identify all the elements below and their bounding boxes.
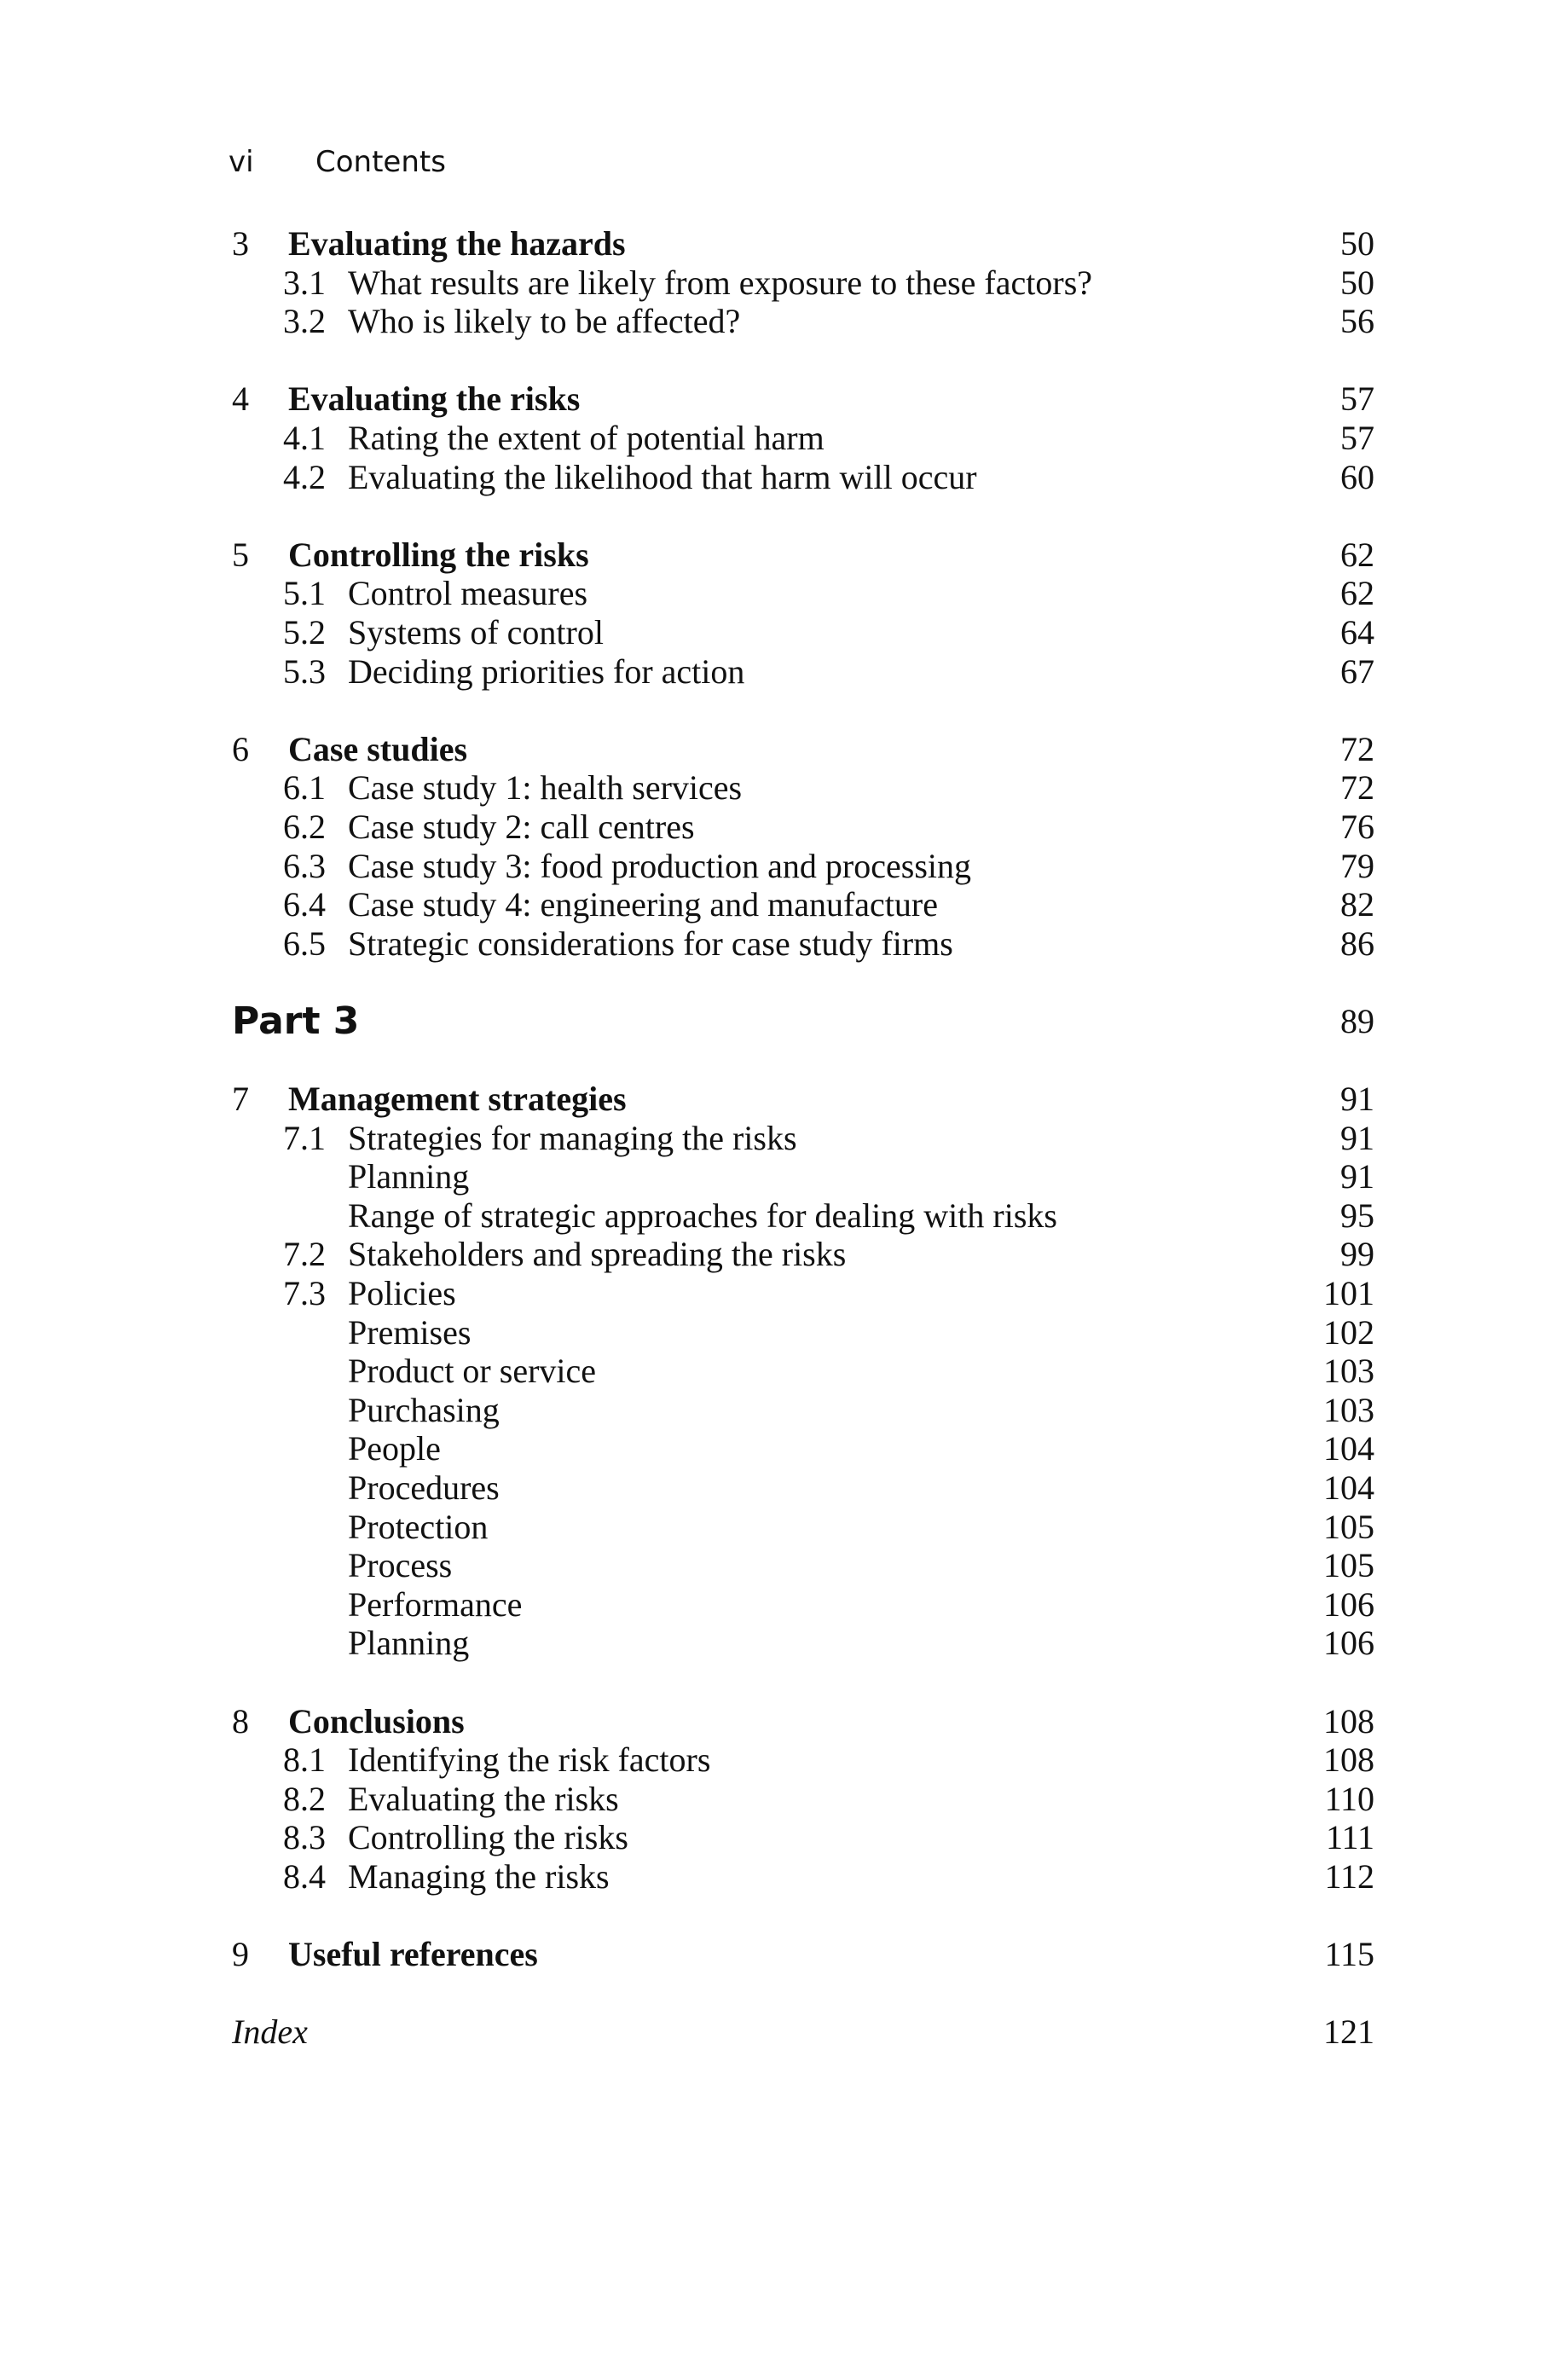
page-number: 91 bbox=[1340, 1118, 1374, 1157]
chapter-number: 3 bbox=[232, 224, 249, 263]
toc-entry-sub2[interactable] bbox=[232, 1196, 1374, 1236]
page-number: 50 bbox=[1340, 263, 1374, 302]
toc-entry-section[interactable] bbox=[232, 1119, 1374, 1158]
toc-entry-section[interactable] bbox=[232, 1857, 1374, 1897]
entry-title: Management strategies bbox=[288, 1080, 627, 1119]
entry-title: Identifying the risk factors bbox=[348, 1740, 711, 1780]
page-number: 106 bbox=[1323, 1584, 1374, 1624]
section-number: 4.2 bbox=[283, 457, 326, 496]
page-number: 50 bbox=[1340, 224, 1374, 263]
section-number: 6.4 bbox=[283, 885, 326, 924]
entry-title: Who is likely to be affected? bbox=[348, 302, 741, 341]
page-number: 103 bbox=[1323, 1352, 1374, 1391]
entry-title: Conclusions bbox=[288, 1701, 465, 1740]
page-number: 57 bbox=[1340, 379, 1374, 419]
page-number: 86 bbox=[1340, 924, 1374, 963]
entry-title: What results are likely from exposure to these factors? bbox=[348, 263, 1093, 302]
entry-title: Evaluating the risks bbox=[288, 379, 581, 419]
section-number: 7.1 bbox=[283, 1118, 326, 1157]
page-number: 99 bbox=[1340, 1235, 1374, 1274]
entry-title: Control measures bbox=[348, 574, 588, 613]
page-folio: vi bbox=[229, 145, 254, 179]
toc-entry-sub2[interactable] bbox=[232, 1624, 1374, 1663]
section-number: 5.1 bbox=[283, 574, 326, 613]
toc-entry-section[interactable] bbox=[232, 768, 1374, 808]
entry-title: Stakeholders and spreading the risks bbox=[348, 1235, 847, 1274]
page-number: 64 bbox=[1340, 612, 1374, 652]
toc-entry-section[interactable] bbox=[232, 652, 1374, 692]
toc-spacer bbox=[232, 1040, 1374, 1080]
entry-title: Premises bbox=[348, 1312, 472, 1352]
toc-entry-sub2[interactable] bbox=[232, 1313, 1374, 1352]
entry-title: Process bbox=[348, 1546, 453, 1585]
toc-spacer bbox=[232, 963, 1374, 1002]
entry-title: Case study 2: call centres bbox=[348, 807, 695, 846]
section-number: 6.1 bbox=[283, 768, 326, 808]
page-number: 105 bbox=[1323, 1507, 1374, 1546]
section-number: 8.1 bbox=[283, 1740, 326, 1780]
toc-entry-chapter[interactable] bbox=[232, 730, 1374, 769]
toc-entry-section[interactable] bbox=[232, 885, 1374, 924]
page-number: 91 bbox=[1340, 1080, 1374, 1119]
page-number: 121 bbox=[1323, 2012, 1374, 2052]
section-number: 8.2 bbox=[283, 1779, 326, 1818]
toc-entry-chapter[interactable] bbox=[232, 1702, 1374, 1741]
page-number: 108 bbox=[1323, 1740, 1374, 1780]
entry-title: Case study 3: food production and processing bbox=[348, 846, 971, 885]
page-number: 103 bbox=[1323, 1390, 1374, 1429]
entry-title: Policies bbox=[348, 1274, 456, 1313]
entry-title: Index bbox=[232, 2012, 308, 2052]
page-number: 105 bbox=[1323, 1546, 1374, 1585]
toc-entry-section[interactable] bbox=[232, 1780, 1374, 1819]
entry-title: People bbox=[348, 1429, 441, 1468]
section-number: 5.2 bbox=[283, 612, 326, 652]
toc-entry-sub2[interactable] bbox=[232, 1157, 1374, 1196]
page-number: 67 bbox=[1340, 652, 1374, 691]
chapter-number: 5 bbox=[232, 535, 249, 574]
toc-spacer bbox=[232, 1974, 1374, 2013]
toc-entry-sub2[interactable] bbox=[232, 1546, 1374, 1585]
toc-entry-section[interactable] bbox=[232, 808, 1374, 847]
page-number: 72 bbox=[1340, 768, 1374, 808]
entry-title: Case studies bbox=[288, 729, 468, 768]
page-number: 108 bbox=[1323, 1701, 1374, 1740]
toc-entry-section[interactable] bbox=[232, 458, 1374, 497]
entry-title: Controlling the risks bbox=[348, 1818, 628, 1857]
page-number: 106 bbox=[1323, 1624, 1374, 1663]
page-number: 62 bbox=[1340, 574, 1374, 613]
page-number: 91 bbox=[1340, 1157, 1374, 1196]
toc-entry-index[interactable] bbox=[232, 2012, 1374, 2052]
toc-spacer bbox=[232, 1897, 1374, 1936]
chapter-number: 8 bbox=[232, 1701, 249, 1740]
toc-spacer bbox=[232, 1663, 1374, 1702]
toc-entry-chapter[interactable] bbox=[232, 1935, 1374, 1974]
toc-entry-section[interactable] bbox=[232, 1740, 1374, 1780]
toc-entry-section[interactable] bbox=[232, 263, 1374, 303]
entry-title: Controlling the risks bbox=[288, 535, 589, 574]
section-number: 6.3 bbox=[283, 846, 326, 885]
toc-entry-sub2[interactable] bbox=[232, 1429, 1374, 1468]
entry-title: Case study 4: engineering and manufacture bbox=[348, 885, 938, 924]
entry-title: Performance bbox=[348, 1584, 523, 1624]
entry-title: Evaluating the likelihood that harm will occur bbox=[348, 457, 977, 496]
page-number: 79 bbox=[1340, 846, 1374, 885]
entry-title: Rating the extent of potential harm bbox=[348, 418, 825, 457]
toc-spacer bbox=[232, 496, 1374, 536]
toc-entry-chapter[interactable] bbox=[232, 224, 1374, 263]
chapter-number: 7 bbox=[232, 1080, 249, 1119]
entry-title: Useful references bbox=[288, 1935, 538, 1974]
running-title: Contents bbox=[315, 145, 446, 179]
page-number: 102 bbox=[1323, 1312, 1374, 1352]
toc-entry-sub2[interactable] bbox=[232, 1585, 1374, 1624]
page-number: 82 bbox=[1340, 885, 1374, 924]
section-number: 3.2 bbox=[283, 302, 326, 341]
page-number: 60 bbox=[1340, 457, 1374, 496]
toc-entry-part[interactable] bbox=[232, 999, 1374, 1043]
toc-entry-chapter[interactable] bbox=[232, 536, 1374, 575]
chapter-number: 4 bbox=[232, 379, 249, 419]
page-number: 104 bbox=[1323, 1468, 1374, 1507]
entry-title: Planning bbox=[348, 1157, 470, 1196]
chapter-number: 6 bbox=[232, 729, 249, 768]
toc-entry-section[interactable] bbox=[232, 302, 1374, 341]
entry-title: Evaluating the hazards bbox=[288, 224, 626, 263]
section-number: 8.3 bbox=[283, 1818, 326, 1857]
chapter-number: 9 bbox=[232, 1935, 249, 1974]
page-number: 95 bbox=[1340, 1196, 1374, 1235]
toc-entry-sub2[interactable] bbox=[232, 1468, 1374, 1508]
toc-entry-section[interactable] bbox=[232, 1235, 1374, 1274]
page-number: 76 bbox=[1340, 807, 1374, 846]
section-number: 6.5 bbox=[283, 924, 326, 963]
entry-title: Purchasing bbox=[348, 1390, 500, 1429]
entry-title: Strategies for managing the risks bbox=[348, 1118, 797, 1157]
toc-entry-section[interactable] bbox=[232, 419, 1374, 458]
toc-spacer bbox=[232, 341, 1374, 380]
toc-entry-section[interactable] bbox=[232, 1274, 1374, 1313]
toc-entry-section[interactable] bbox=[232, 574, 1374, 613]
toc-entry-sub2[interactable] bbox=[232, 1352, 1374, 1391]
page-number: 72 bbox=[1340, 729, 1374, 768]
section-number: 8.4 bbox=[283, 1856, 326, 1896]
page-number: 101 bbox=[1323, 1274, 1374, 1313]
page-number: 112 bbox=[1324, 1856, 1374, 1896]
toc-entry-chapter[interactable] bbox=[232, 1080, 1374, 1119]
page-number: 57 bbox=[1340, 418, 1374, 457]
page-number: 89 bbox=[1340, 1001, 1374, 1040]
entry-title: Evaluating the risks bbox=[348, 1779, 619, 1818]
section-number: 7.3 bbox=[283, 1274, 326, 1313]
entry-title: Procedures bbox=[348, 1468, 500, 1507]
table-of-contents bbox=[232, 224, 1374, 2052]
page-number: 110 bbox=[1324, 1779, 1374, 1818]
section-number: 6.2 bbox=[283, 807, 326, 846]
entry-title: Product or service bbox=[348, 1352, 597, 1391]
toc-entry-sub2[interactable] bbox=[232, 1508, 1374, 1547]
toc-entry-section[interactable] bbox=[232, 847, 1374, 886]
toc-entry-sub2[interactable] bbox=[232, 1391, 1374, 1430]
page-number: 115 bbox=[1324, 1935, 1374, 1974]
entry-title: Case study 1: health services bbox=[348, 768, 743, 808]
toc-entry-section[interactable] bbox=[232, 1818, 1374, 1857]
entry-title: Range of strategic approaches for dealing with risks bbox=[348, 1196, 1057, 1235]
section-number: 5.3 bbox=[283, 652, 326, 691]
entry-title: Part 3 bbox=[232, 999, 360, 1043]
entry-title: Deciding priorities for action bbox=[348, 652, 745, 691]
toc-entry-section[interactable] bbox=[232, 924, 1374, 964]
entry-title: Protection bbox=[348, 1507, 489, 1546]
running-header bbox=[229, 145, 446, 179]
entry-title: Planning bbox=[348, 1624, 470, 1663]
section-number: 7.2 bbox=[283, 1235, 326, 1274]
page-number: 111 bbox=[1325, 1818, 1374, 1857]
toc-spacer bbox=[232, 691, 1374, 730]
entry-title: Systems of control bbox=[348, 612, 604, 652]
page-number: 104 bbox=[1323, 1429, 1374, 1468]
toc-entry-chapter[interactable] bbox=[232, 379, 1374, 419]
section-number: 3.1 bbox=[283, 263, 326, 302]
section-number: 4.1 bbox=[283, 418, 326, 457]
toc-entry-section[interactable] bbox=[232, 613, 1374, 652]
entry-title: Managing the risks bbox=[348, 1856, 610, 1896]
page-number: 62 bbox=[1340, 535, 1374, 574]
page-number: 56 bbox=[1340, 302, 1374, 341]
entry-title: Strategic considerations for case study firms bbox=[348, 924, 953, 963]
